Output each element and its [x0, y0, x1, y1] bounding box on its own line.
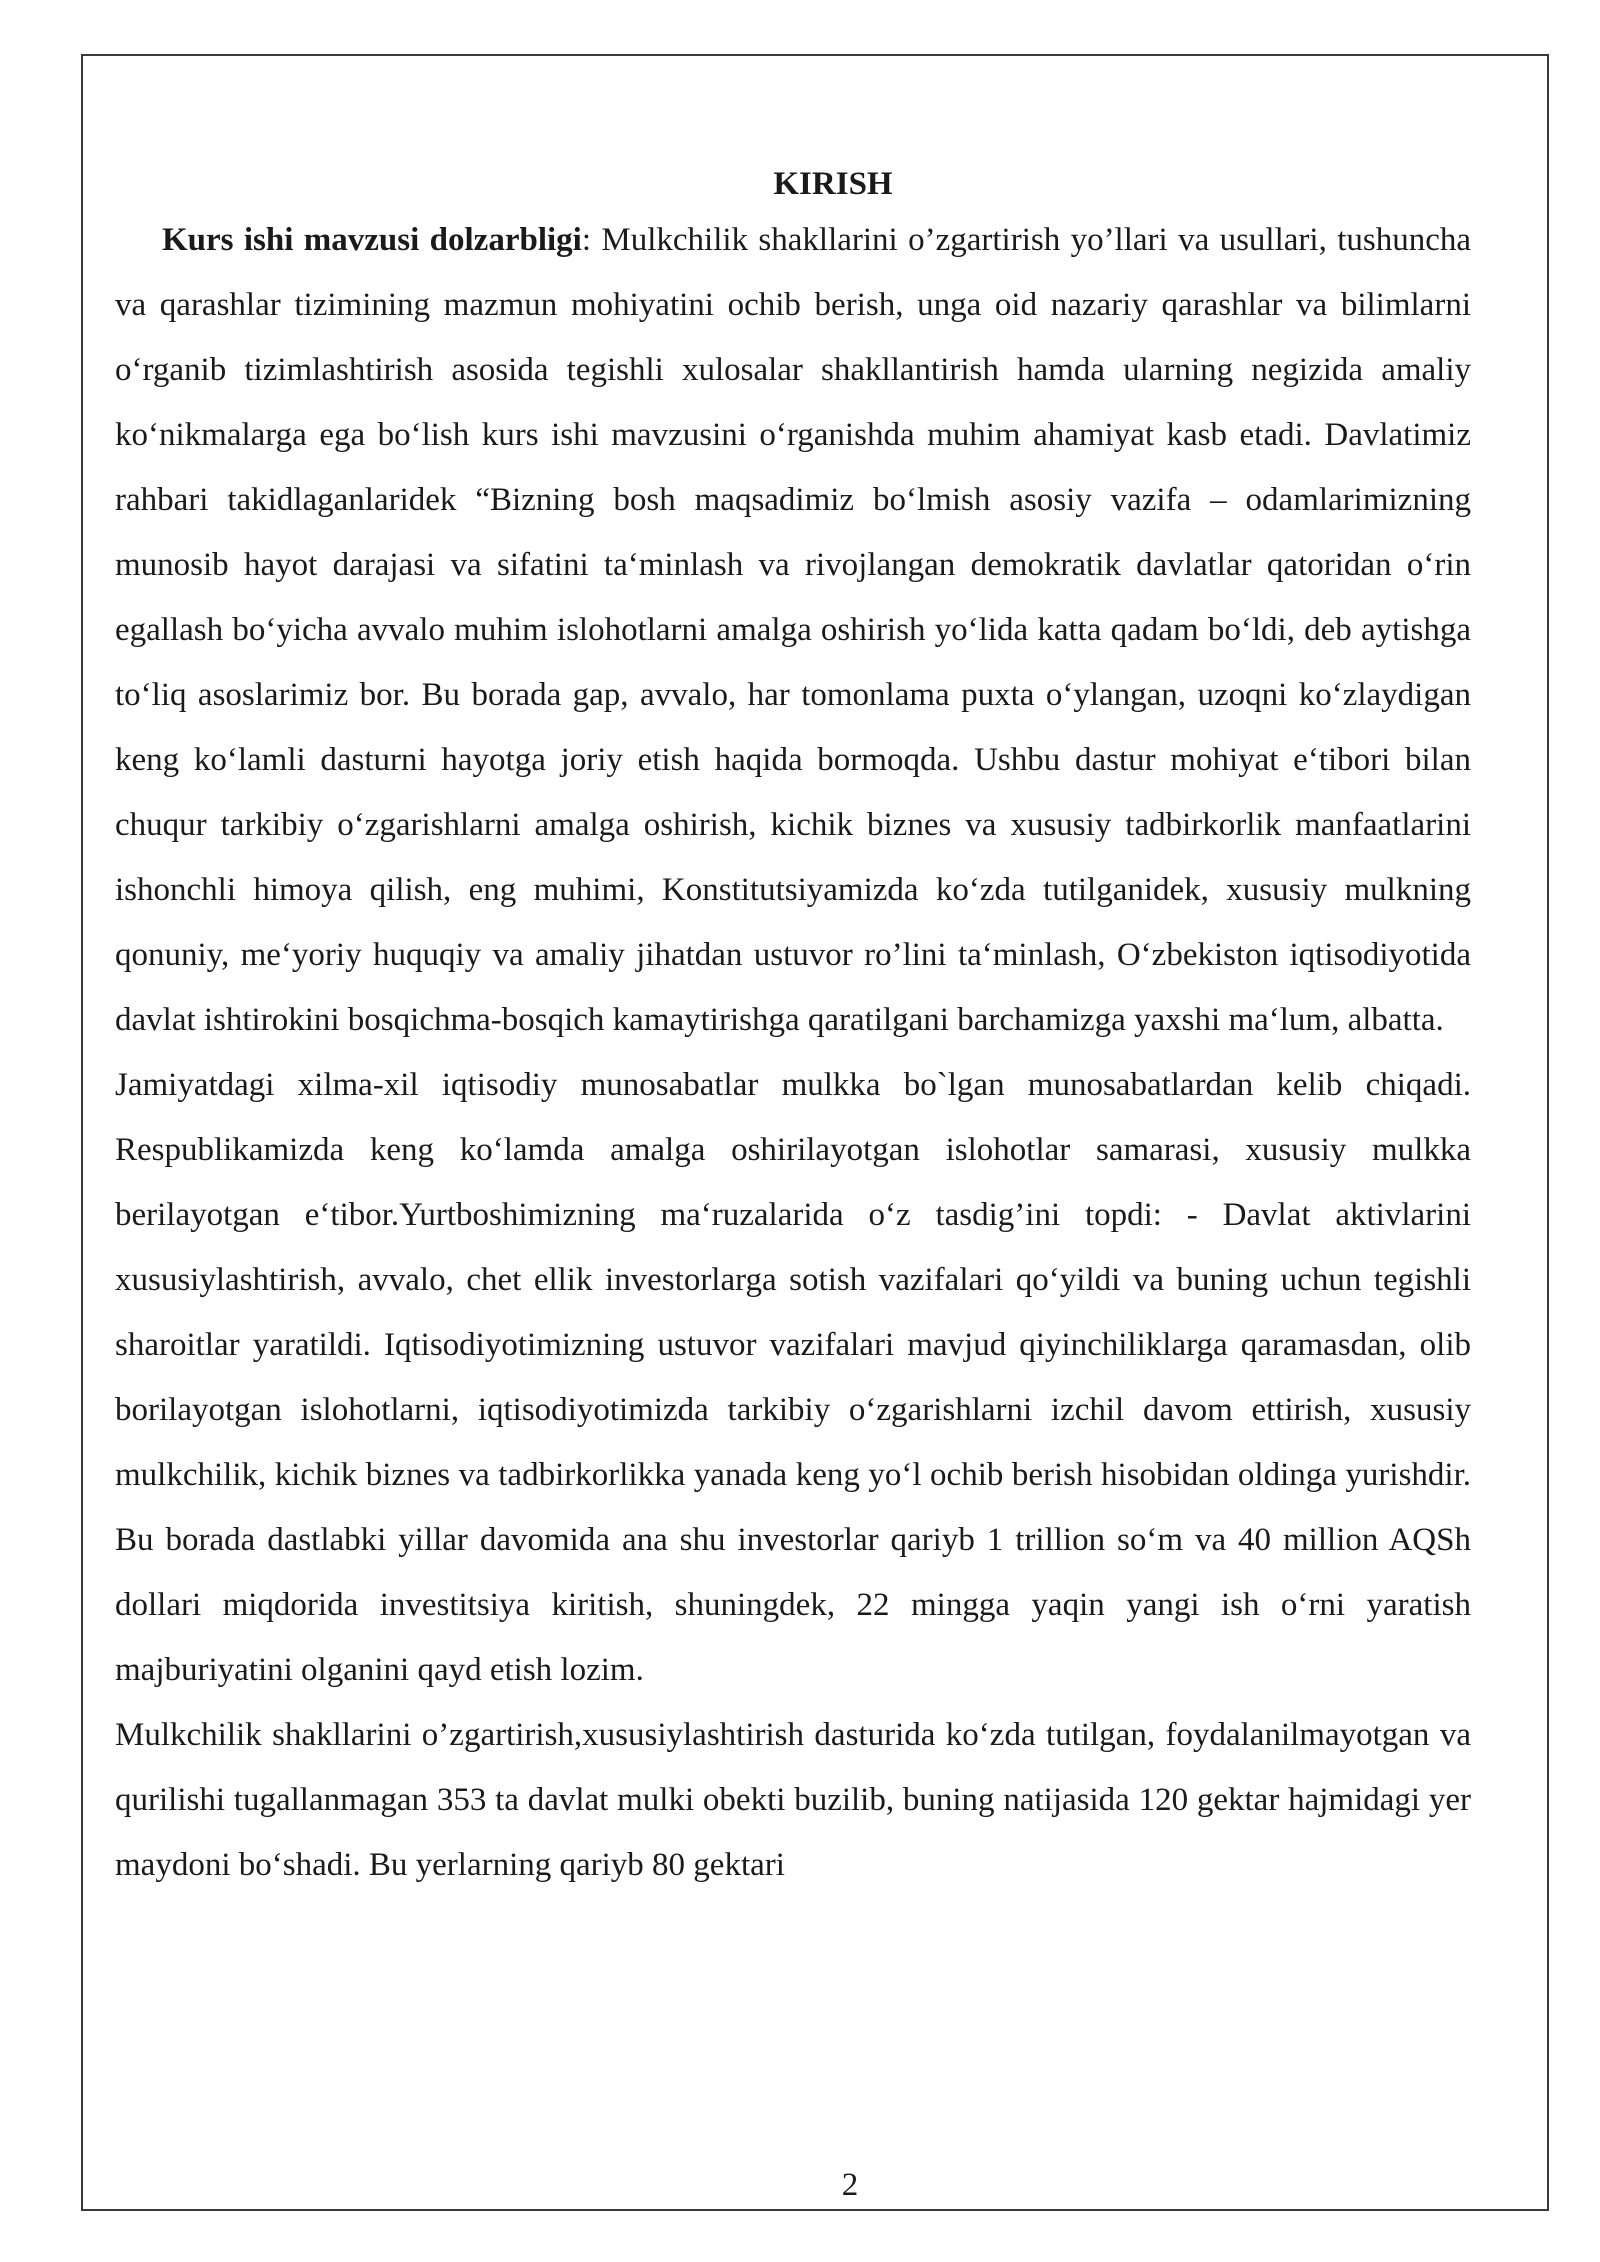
paragraph-lead-bold: Kurs ishi mavzusi dolzarbligi — [162, 222, 582, 258]
paragraph-privatization: Mulkchilik shakllarini o’zgartirish,xususiylashtirish dasturida ko‘zda tutilgan, foydalanilmayotgan va qurilishi tugallanmagan 353 ta davlat mulki obekti buzilib, buning natijasida 120 gektar hajmidagi yer maydoni bo‘shadi. Bu yerlarning qariyb 80 gektari — [115, 1717, 1471, 1883]
page-number: 2 — [841, 2167, 859, 2203]
paragraph-text: : Mulkchilik shakllarini o’zgartirish yo’llari va usullari, tushuncha va qarashlar tizimining mazmun mohiyatini ochib berish, unga oid nazariy qarashlar va bilimlarni o‘rganib tizimlashtirish asosida tegishli xulosalar shakllantirish hamda ularning negizida amaliy ko‘nikmalarga ega bo‘lish kurs ishi mavzusini o‘rganishda muhim ahamiyat kasb etadi. Davlatimiz rahbari takidlaganlaridek “Bizning bosh maqsadimiz bo‘lmish asosiy vazifa – odamlarimizning munosib hayot darajasi va sifatini ta‘minlash va rivojlangan demokratik davlatlar qatoridan o‘rin egallash bo‘yicha avvalo muhim islohotlarni amalga oshirish yo‘lida katta qadam bo‘ldi, deb aytishga to‘liq asoslarimiz bor. Bu borada gap, avvalo, har tomonlama puxta o‘ylangan, uzoqni ko‘zlaydigan keng ko‘lamli dasturni hayotga joriy etish haqida bormoqda. Ushbu dastur mohiyat e‘tibori bilan chuqur tarkibiy o‘zgarishlarni amalga oshirish, kichik biznes va xususiy tadbirkorlik manfaatlarini ishonchli himoya qilish, eng muhimi, Konstitutsiyamizda ko‘zda tutilganidek, xususiy mulkning qonuniy, me‘yoriy huquqiy va amaliy jihatdan ustuvor ro’lini ta‘minlash, O‘zbekiston iqtisodiyotida davlat ishtirokini bosqichma-bosqich kamaytirishga qaratilgani barchamizga yaxshi ma‘lum, albatta. — [115, 222, 1472, 1038]
section-heading: KIRISH — [773, 166, 893, 202]
document-body — [115, 160, 1471, 1898]
paragraph-economic-relations: Jamiyatdagi xilma-xil iqtisodiy munosabatlar mulkka bo`lgan munosabatlardan kelib chiqadi. Respublikamizda keng ko‘lamda amalga oshirilayotgan islohotlar samarasi, xususiy mulkka berilayotgan e‘tibor.Yurtboshimizning ma‘ruzalarida o‘z tasdig’ini topdi: - Davlat aktivlarini xususiylashtirish, avvalo, chet ellik investorlarga sotish vazifalari qo‘yildi va buning uchun tegishli sharoitlar yaratildi. Iqtisodiyotimizning ustuvor vazifalari mavjud qiyinchiliklarga qaramasdan, olib borilayotgan islohotlarni, iqtisodiyotimizda tarkibiy o‘zgarishlarni izchil davom ettirish, xususiy mulkchilik, kichik biznes va tadbirkorlikka yanada keng yo‘l ochib berish hisobidan oldinga yurishdir. Bu borada dastlabki yillar davomida ana shu investorlar qariyb 1 trillion so‘m va 40 million AQSh dollari miqdorida investitsiya kiritish, shuningdek, 22 mingga yaqin yangi ish o‘rni yaratish majburiyatini olganini qayd etish lozim. — [115, 1067, 1471, 1688]
paragraph-relevance — [115, 208, 1471, 1053]
